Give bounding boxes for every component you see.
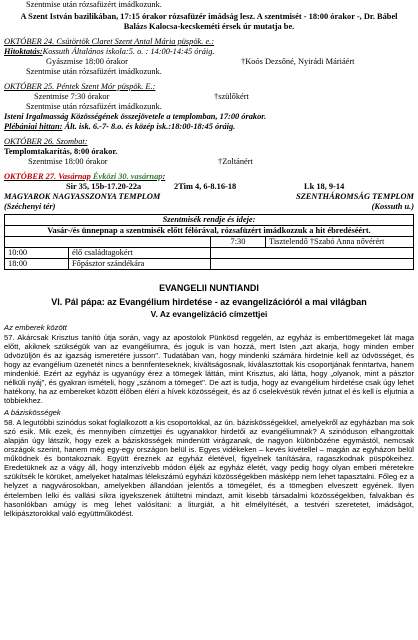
oct24-mass bbox=[4, 57, 414, 67]
oct27-heading-main: OKTÓBER 27. Vasárnap bbox=[4, 172, 91, 181]
evangelii-subtitle: VI. Pál pápa: az Evangélium hirdetése - az evangelizációról a mai világban bbox=[51, 297, 367, 307]
schedule-row3-time: 18:00 bbox=[5, 259, 69, 270]
hitoktatas-label: Hitoktatás: bbox=[4, 47, 43, 56]
oct25-after: Szentmise után rózsafüzért imádkozunk. bbox=[26, 102, 162, 111]
oct24-hitoktatas bbox=[4, 47, 414, 57]
oct27-heading-colon: : bbox=[162, 172, 166, 181]
schedule-caption: Szentmisék rendje és ideje: bbox=[5, 215, 414, 226]
top-line: Szentmise után rózsafüzért imádkozunk. bbox=[26, 0, 162, 9]
church-left: MAGYAROK NAGYASSZONYA TEMPLOM bbox=[4, 192, 161, 201]
oct24-after: Szentmise után rózsafüzért imádkozunk. bbox=[26, 67, 162, 76]
oct27-churches bbox=[4, 192, 414, 202]
oct26-mass-left: Szentmise 18:00 órakor bbox=[28, 157, 108, 166]
szent-istvan-notice: A Szent István bazilikában, 17:15 órakor rózsafüzér imádság lesz. A szentmisét - 18:00 órakor -, Dr. Bábel Balázs Kalocsa-kecskeméti érsek úr mutatja be. bbox=[20, 12, 398, 31]
oct26-mass bbox=[4, 157, 414, 167]
sec2-title: A báziskösségek bbox=[4, 408, 61, 418]
church-left-sub: (Széchenyi tér) bbox=[4, 202, 56, 211]
schedule-row2-text: élő családtagokért bbox=[69, 248, 211, 259]
oct24-mass-right: †Koós Dezsőné, Nyirádi Máriáért bbox=[241, 57, 355, 66]
schedule-table bbox=[4, 214, 414, 270]
church-right: SZENTHÁROMSÁG TEMPLOM bbox=[296, 192, 414, 201]
schedule-row bbox=[5, 259, 414, 270]
oct27-heading-green: Évközi 30. vasárnap bbox=[92, 172, 163, 181]
oct26-mass-right: †Zoltánért bbox=[218, 157, 253, 166]
sec2-text: 58. A legutóbbi szinódus sokat foglalkozott a kis csoportokkal, az ún. báziskösségekkel, amelyekről az egyházban ma sok szó esik. Mik ezek, és mennyiben címzettjei és ugyanakkor hirdetői az evangéliumnak? A szinóduson elhangzottak alapján úgy látszik, hogy ezek a báziskösségek mindenütt virágzanak, de nagyon különbözéne egymástól, nemcsak országok szerint, hanem még egy-egy országon belül is. Egyes vidékeken – kevés kivétellel – magán az egyházon belül működnek és bontakoznak. Együtt éreznek az egyház életével, figyelnek tanítására, ragaszkodnak püspökeihez. Eredetüknek az a vágy áll, hogy intenzívebb módon éljék az egyház életét, vagy pedig hogy olyan emberi méretekre szükítsék le körüket, amelyeket hatalmas lélekszámú egyházi közösségekben másképp nem lehet tapasztalni. Főleg ez a helyzet a nagyvárosokban, amelyekben állandóan jelentős a tömegélet, és a tömegben elveszett egyének. Ilyen értelemben lelki és vallási síkra igyekszenek átültetni mindazt, amit kisebb társadalmi közösségekben, falvakban és hasonlókban amúgy is meg lehet valósítani: a liturgiát, a hit elmélyítését, a testvéri szeretetet, imádságot, lelkipásztorokkal való együttműködést. bbox=[4, 417, 414, 518]
oct26-takaritas: Templomtakarítás, 8:00 órakor. bbox=[4, 147, 118, 156]
oct24-mass-left: Gyászmise 18:00 órakor bbox=[46, 57, 128, 66]
sec1-title: Az emberek között bbox=[4, 323, 67, 332]
oct25-mass-left: Szentmise 7:30 órakor bbox=[34, 92, 110, 101]
reading-lk: Lk 18, 9-14 bbox=[304, 182, 345, 191]
oct25-heading: OKTÓBER 25. Péntek Szent Mór püspök. E.: bbox=[4, 82, 156, 91]
schedule-caption-row bbox=[5, 215, 414, 226]
oct24-heading: OKTÓBER 24. Csütörtök Claret Szent Antal Mária püspök. e.: bbox=[4, 37, 215, 46]
schedule-row bbox=[5, 248, 414, 259]
oct27-heading bbox=[4, 172, 414, 182]
schedule-row2-time: 10:00 bbox=[5, 248, 69, 259]
reading-sir: Sir 35, 15b-17.20-22a bbox=[66, 182, 142, 191]
schedule-row1-text: Tisztelendő †Szabó Anna nővérért bbox=[266, 237, 414, 248]
church-right-sub: (Kossuth u.) bbox=[371, 202, 414, 211]
hitoktatas-text: Kossuth Általános iskola:5. o. : 14:00-14:45 óráig. bbox=[42, 47, 215, 56]
schedule-row bbox=[5, 237, 414, 248]
oct25-plebania bbox=[4, 122, 414, 132]
pleb-text: Ált. isk. 6.-7- 8.o. és közép isk.:18:00-18:45 óráig. bbox=[62, 122, 236, 131]
oct25-mass-right: †szülőkért bbox=[214, 92, 249, 101]
schedule-row3-text: Főpásztor szándékára bbox=[69, 259, 211, 270]
oct25-mass bbox=[4, 92, 414, 102]
pleb-label: Plébániai hittan: bbox=[4, 122, 63, 131]
schedule-note: Vasár-/és ünnepnap a szentmisék előtt félórával, rózsafüzért imádkozzuk a hit ébredéséért. bbox=[5, 226, 414, 237]
oct27-readings bbox=[4, 182, 414, 192]
schedule-note-row bbox=[5, 226, 414, 237]
reading-2tim: 2Tim 4, 6-8.16-18 bbox=[174, 182, 237, 191]
evangelii-title: EVANGELII NUNTIANDI bbox=[159, 283, 259, 293]
schedule-row1-time: 7:30 bbox=[211, 237, 266, 248]
bulletin-page bbox=[4, 0, 414, 518]
sec1-text: 57. Akárcsak Krisztus tanító útja során, vagy az apostolok Pünkösd reggelén, az egyház is embertömegeket lát maga előtt, akiknek szükségük van az evangéliumra, és joguk is van hozzá, mert Isten „azt akarja, hogy minden ember üdvözüljön és az igazság ismeretére jusson". Tudatában van, hogy mindenki számára hirdetnie kell az üdvösséget, és hogy az evangélium üzenetét nincs a bennfenteseknek, kiváltságosnak, kiválasztottak kis csoportjának fenntartva, hanem mindenkié. Ezért az egyház is ugyanúgy érez a tömegek láttán, mint Krisztus, aki látta, hogy „olyanok, mint a pásztor nélküli nyáj", és gyakran ismételi, hogy „szánom a tömeget". De azt is tudja, hogy az evangélium hirdetése csak úgy lehet hatékony, ha az embereket között élőben éléri a hívek közösségeit, és az ő cselekvésük révén jutnat el és kell is eljutnia a többiekhez. bbox=[4, 332, 414, 406]
oct25-irgalmassag: Isteni Irgalmasság Közösségének összejövetele a templomban, 17:00 órakor. bbox=[4, 112, 267, 121]
oct27-churches-sub bbox=[4, 202, 414, 212]
evangelii-chapter: V. Az evangelizáció címzettjei bbox=[150, 309, 268, 319]
oct26-heading: OKTÓBER 26. Szombat: bbox=[4, 137, 88, 146]
